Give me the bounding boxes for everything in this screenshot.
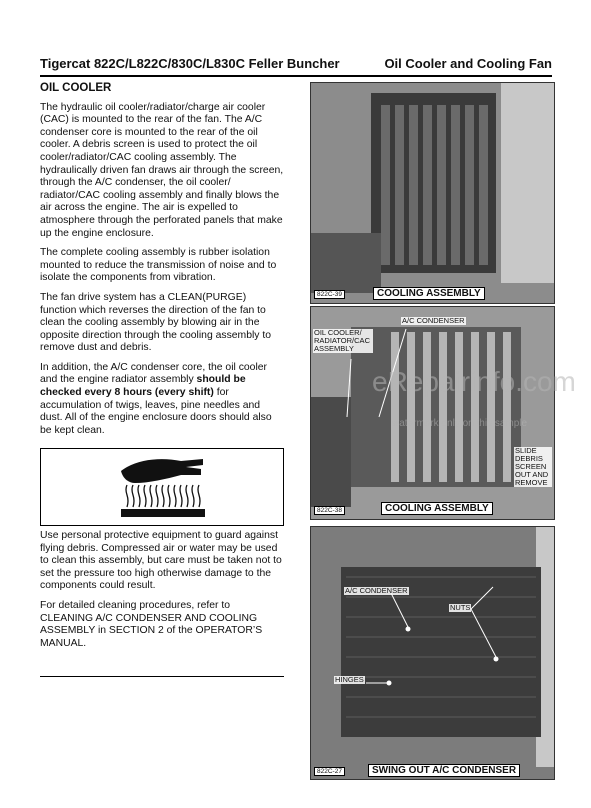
paragraph-3: The fan drive system has a CLEAN(PURGE) function which reverses the direction of the fan to clean the cooling assembly by blowing air in the opposite direction through the cooling assembly to remove dust and debris. — [40, 291, 272, 354]
figure-number: 822C-27 — [314, 767, 345, 776]
callout-oil-cooler: OIL COOLER/ RADIATOR/CAC ASSEMBLY — [313, 329, 373, 353]
paragraph-6: For detailed cleaning procedures, refer to CLEANING A/C CONDENSER AND COOLING ASSEMBLY in SECTION 2 of the OPERATOR’S MANUAL. — [40, 599, 263, 649]
callout-ac-condenser: A/C CONDENSER — [345, 586, 408, 595]
callout-slide-debris-screen: SLIDE DEBRIS SCREEN OUT AND REMOVE — [514, 447, 552, 487]
page-header — [40, 56, 552, 74]
photo-caption: COOLING ASSEMBLY — [373, 287, 485, 300]
photo-caption: COOLING ASSEMBLY — [381, 502, 493, 515]
figure-number: 822C-38 — [314, 506, 345, 515]
condenser-photo-graphic — [311, 527, 554, 779]
section-title: OIL COOLER — [40, 82, 112, 94]
chapter-title: Oil Cooler and Cooling Fan — [384, 56, 552, 71]
paragraph-4: In addition, the A/C condenser core, the oil cooler and the engine radiator assembly should be checked every 8 hours (every shift) for accumulation of twigs, leaves, pine needles and dust. All of the engine enclosure doors should also be kept clean. — [40, 361, 272, 436]
header-rule — [40, 75, 552, 77]
callout-hinges: HINGES — [335, 675, 364, 684]
photo-caption: SWING OUT A/C CONDENSER — [368, 764, 520, 777]
paragraph-2: The complete cooling assembly is rubber isolation mounted to reduce the transmission of noise and to isolate the components from vibration. — [40, 247, 277, 284]
manual-title: Tigercat 822C/L822C/830C/L830C Feller Buncher — [40, 56, 340, 71]
cooling-assembly-photo-graphic — [311, 83, 554, 303]
paragraph-5: Use personal protective equipment to guard against flying debris. Compressed air or water may be used to clean this assembly, but care must be taken not to set the pressure too high otherwise damage to the components could result. — [40, 530, 282, 592]
callout-ac-condenser: A/C CONDENSER — [402, 316, 465, 325]
photo-cooling-assembly-2 — [310, 306, 555, 520]
watermark-site: eRepairinfo.com — [372, 366, 576, 397]
hand-heat-icon — [41, 449, 283, 525]
text-column — [40, 82, 284, 444]
paragraph-1: The hydraulic oil cooler/radiator/charge air cooler (CAC) is mounted to the rear of the fan. The A/C condenser core is mounted to the rear of the oil cooler. A debris screen is used to protect the oil cooler/radiator/CAC cooling assembly. The hydraulically driven fan draws air through the screen, through the A/C condenser, the oil cooler/ radiator/CAC cooling assembly and finally blows the air across the engine. The air is expelled to atmosphere through the perforated panels that make up the engine enclosure. — [40, 101, 284, 239]
figure-number: 822C-39 — [314, 290, 345, 299]
footer-rule — [40, 676, 284, 677]
text-column-lower — [40, 530, 284, 657]
inspection-interval: should be checked every 8 hours (every shift) — [40, 374, 246, 399]
watermark-note: watermark only on this sample — [392, 418, 528, 429]
callout-nuts: NUTS — [450, 603, 471, 612]
photo-cooling-assembly-1 — [310, 82, 555, 304]
hot-surface-warning-box — [40, 448, 284, 526]
photo-swing-out-condenser — [310, 526, 555, 780]
